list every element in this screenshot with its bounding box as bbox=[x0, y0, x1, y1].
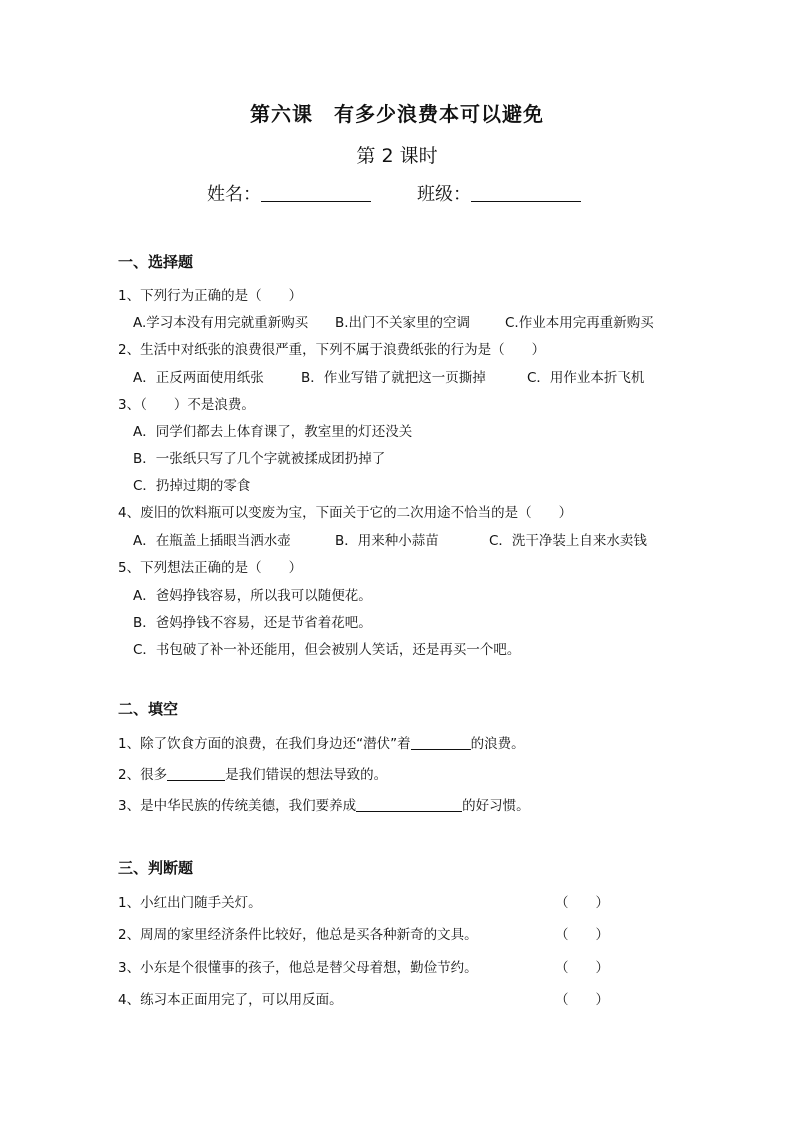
class-label: 班级： bbox=[417, 184, 471, 205]
option-c: C．书包破了补一补还能用，但会被别人笑话，还是再买一个吧。 bbox=[133, 642, 521, 658]
option-c: C．洗干净装上自来水卖钱 bbox=[489, 533, 647, 549]
section-heading-judge: 三、判断题 bbox=[118, 859, 194, 877]
option-b: B．作业写错了就把这一页撕掉 bbox=[301, 370, 486, 386]
fill-item bbox=[118, 732, 525, 752]
option-a: A.学习本没有用完就重新购买 bbox=[133, 315, 309, 331]
fill-text-after: 是我们错误的想法导致的。 bbox=[225, 767, 388, 783]
fill-text-before: 3、是中华民族的传统美德，我们要养成 bbox=[118, 798, 357, 814]
name-blank[interactable] bbox=[261, 200, 371, 202]
option-b: B.出门不关家里的空调 bbox=[335, 315, 471, 331]
question-text: 2、生活中对纸张的浪费很严重，下列不属于浪费纸张的行为是（ ） bbox=[118, 342, 546, 358]
fill-blank[interactable] bbox=[411, 748, 471, 750]
option-c: C.作业本用完再重新购买 bbox=[505, 315, 654, 331]
option-a: A．爸妈挣钱容易，所以我可以随便花。 bbox=[133, 588, 372, 604]
question-text: 5、下列想法正确的是（ ） bbox=[118, 560, 303, 576]
judge-item: 2、周周的家里经济条件比较好，他总是买各种新奇的文具。 bbox=[118, 927, 478, 943]
option-b: B．用来种小蒜苗 bbox=[335, 533, 439, 549]
fill-blank[interactable] bbox=[167, 779, 225, 781]
question-text: 3、（ ）不是浪费。 bbox=[118, 397, 255, 413]
class-blank[interactable] bbox=[471, 200, 581, 202]
judge-item: 3、小东是个很懂事的孩子，他总是替父母着想，勤俭节约。 bbox=[118, 960, 478, 976]
option-a: A．在瓶盖上插眼当洒水壶 bbox=[133, 533, 291, 549]
class-field bbox=[417, 180, 581, 206]
fill-text-before: 2、很多 bbox=[118, 767, 168, 783]
option-a: A．正反两面使用纸张 bbox=[133, 370, 264, 386]
judge-item: 4、练习本正面用完了，可以用反面。 bbox=[118, 992, 343, 1008]
question-text: 1、下列行为正确的是（ ） bbox=[118, 288, 303, 304]
fill-text-after: 的好习惯。 bbox=[462, 798, 530, 814]
section-heading-fill: 二、填空 bbox=[118, 700, 179, 718]
page-title: 第六课 有多少浪费本可以避免 bbox=[250, 102, 544, 126]
option-a: A．同学们都去上体育课了，教室里的灯还没关 bbox=[133, 424, 413, 440]
question-text: 4、废旧的饮料瓶可以变废为宝，下面关于它的二次用途不恰当的是（ ） bbox=[118, 505, 573, 521]
lesson-subtitle: 第 2 课时 bbox=[356, 145, 438, 167]
section-heading-choice: 一、选择题 bbox=[118, 253, 194, 271]
name-field bbox=[207, 180, 371, 206]
fill-item bbox=[118, 763, 387, 783]
answer-paren[interactable]: （ ） bbox=[555, 992, 609, 1008]
answer-paren[interactable]: （ ） bbox=[555, 927, 609, 943]
option-c: C．扔掉过期的零食 bbox=[133, 478, 251, 494]
option-c: C．用作业本折飞机 bbox=[527, 370, 645, 386]
fill-text-before: 1、除了饮食方面的浪费，在我们身边还“潜伏”着 bbox=[118, 736, 411, 752]
option-b: B．爸妈挣钱不容易，还是节省着花吧。 bbox=[133, 615, 372, 631]
answer-paren[interactable]: （ ） bbox=[555, 895, 609, 911]
answer-paren[interactable]: （ ） bbox=[555, 960, 609, 976]
fill-item bbox=[118, 794, 530, 814]
fill-text-after: 的浪费。 bbox=[470, 736, 525, 752]
option-b: B．一张纸只写了几个字就被揉成团扔掉了 bbox=[133, 451, 386, 467]
judge-item: 1、小红出门随手关灯。 bbox=[118, 895, 262, 911]
fill-blank[interactable] bbox=[356, 810, 462, 812]
name-label: 姓名： bbox=[207, 184, 261, 205]
